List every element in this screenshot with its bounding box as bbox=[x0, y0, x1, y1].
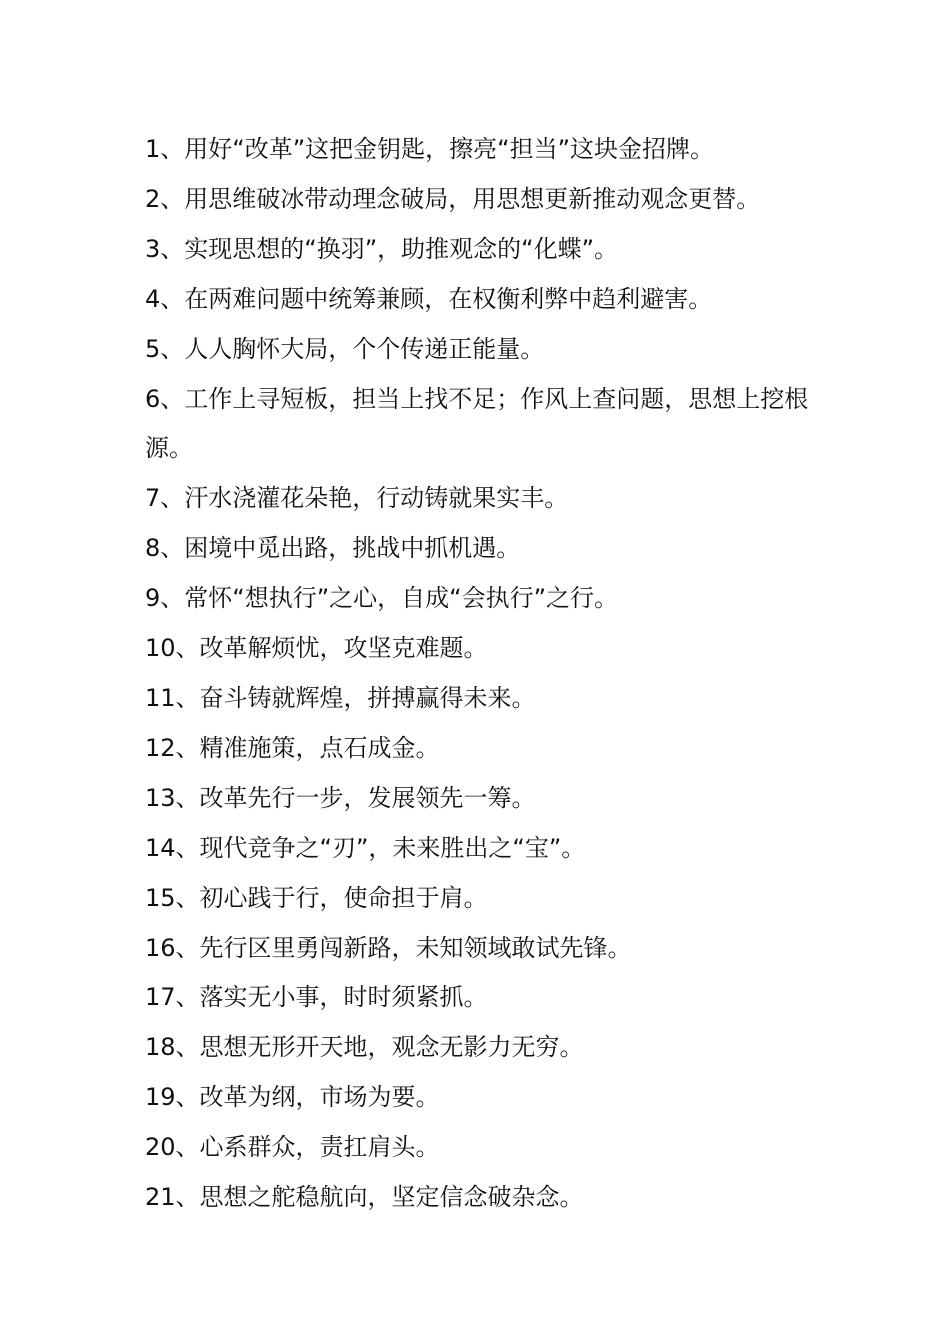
list-item: 11、奋斗铸就辉煌，拼搏赢得未来。 bbox=[145, 683, 536, 712]
list-item: 10、改革解烦忧，攻坚克难题。 bbox=[145, 634, 488, 663]
list-item: 20、心系群众，责扛肩头。 bbox=[145, 1133, 440, 1162]
list-item: 3、实现思想的“换羽”，助推观念的“化蝶”。 bbox=[145, 234, 619, 263]
list-item: 2、用思维破冰带动理念破局，用思想更新推动观念更替。 bbox=[145, 184, 761, 213]
list-item: 15、初心践于行，使命担于肩。 bbox=[145, 883, 488, 912]
list-item: 12、精准施策，点石成金。 bbox=[145, 733, 440, 762]
list-item: 16、先行区里勇闯新路，未知领域敢试先锋。 bbox=[145, 933, 632, 962]
list-item: 9、常怀“想执行”之心，自成“会执行”之行。 bbox=[145, 584, 619, 613]
list-item: 7、汗水浇灌花朵艳，行动铸就果实丰。 bbox=[145, 484, 569, 513]
list-item: 14、现代竞争之“刃”，未来胜出之“宝”。 bbox=[145, 833, 586, 862]
list-item: 21、思想之舵稳航向，坚定信念破杂念。 bbox=[145, 1183, 584, 1212]
list-item: 18、思想无形开天地，观念无影力无穷。 bbox=[145, 1033, 584, 1062]
list-item: 5、人人胸怀大局，个个传递正能量。 bbox=[145, 334, 545, 363]
list-item: 6、工作上寻短板，担当上找不足；作风上查问题，思想上挖根源。 bbox=[145, 384, 809, 463]
list-item: 1、用好“改革”这把金钥匙，擦亮“担当”这块金招牌。 bbox=[145, 135, 715, 163]
list-item: 19、改革为纲，市场为要。 bbox=[145, 1083, 440, 1112]
list-item: 8、困境中觅出路，挑战中抓机遇。 bbox=[145, 534, 521, 563]
list-item: 4、在两难问题中统筹兼顾，在权衡利弊中趋利避害。 bbox=[145, 284, 713, 313]
list-item: 13、改革先行一步，发展领先一筹。 bbox=[145, 783, 536, 812]
slogan-list bbox=[145, 125, 815, 1223]
list-item: 17、落实无小事，时时须紧抓。 bbox=[145, 983, 488, 1012]
